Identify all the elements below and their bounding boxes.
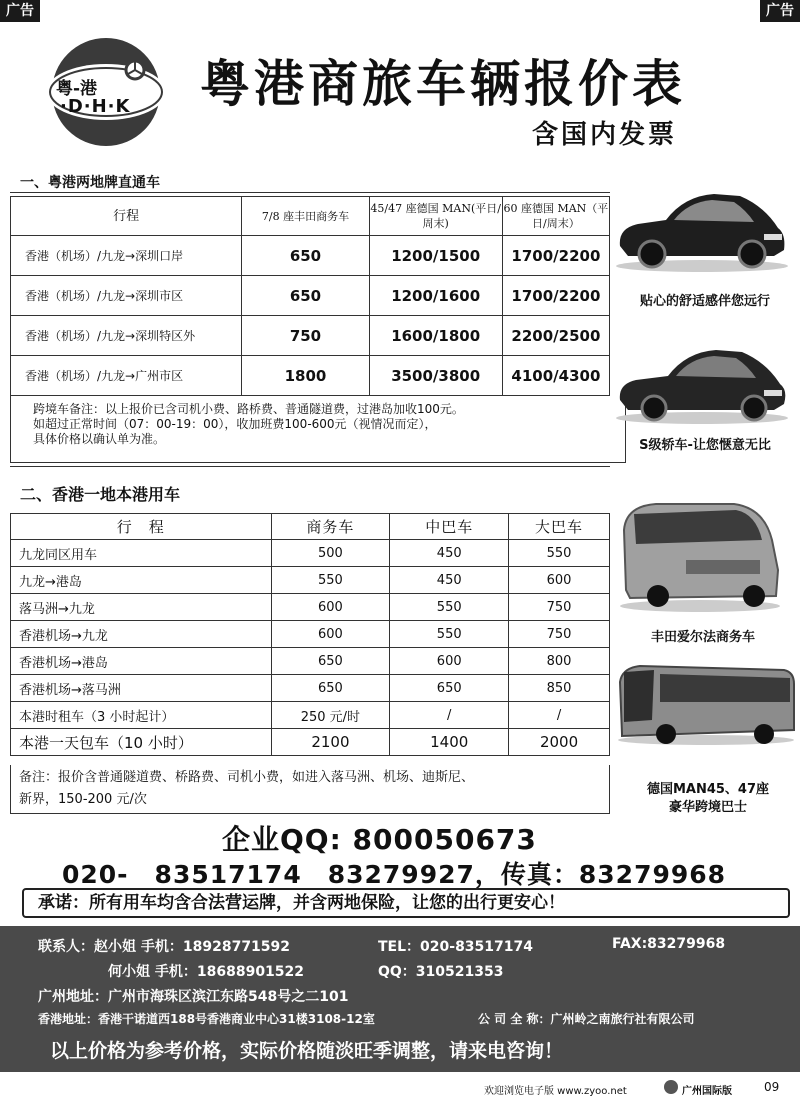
price-cell: 500: [271, 540, 390, 567]
cross-border-note: [10, 396, 626, 463]
route-cell: 香港机场→落马洲: [11, 675, 272, 702]
edition-icon: [664, 1080, 678, 1094]
price-disclaimer: 以上价格为参考价格，实际价格随淡旺季调整，请来电咨询！: [50, 1040, 564, 1062]
page-title: 粤港商旅车辆报价表: [200, 55, 686, 113]
price-cell: 750: [509, 594, 610, 621]
price-cell: 650: [390, 675, 509, 702]
promise-banner: 承诺：所有用车均含合法营运牌，并含两地保险，让您的出行更安心！: [22, 888, 790, 918]
price-cell: 550: [271, 567, 390, 594]
logo-top-text: 粤-港: [56, 79, 98, 99]
note-line: 具体价格以确认单为准。: [33, 432, 166, 446]
price-cell: 450: [390, 567, 509, 594]
table-row: [11, 648, 610, 675]
price-cell: 650: [271, 675, 390, 702]
price-cell: 1200/1600: [369, 276, 502, 316]
route-cell: 本港时租车（3 小时起计）: [11, 702, 272, 729]
header-business: 商务车: [271, 514, 390, 540]
table-row: [11, 729, 610, 756]
price-cell: 650: [271, 648, 390, 675]
table-row: [11, 236, 610, 276]
price-cell: 2100: [271, 729, 390, 756]
cross-border-price-table: [10, 196, 610, 396]
table-header-row: [11, 197, 610, 236]
phone-fax-line: 020- 83517174 83279927，传真：83279968: [62, 860, 727, 889]
guangzhou-address: 广州地址：广州市海珠区滨江东路548号之二101: [38, 989, 349, 1005]
price-cell: 850: [509, 675, 610, 702]
route-cell: 落马洲→九龙: [11, 594, 272, 621]
route-cell: 香港（机场）/九龙→深圳口岸: [11, 236, 242, 276]
company-logo: [44, 36, 168, 148]
section1-title: 一、粤港两地牌直通车: [20, 175, 160, 191]
price-cell: 1600/1800: [369, 316, 502, 356]
s-class-caption: S级轿车-让您惬意无比: [639, 438, 771, 453]
table-header-row: [11, 514, 610, 540]
s-class-car-image: [614, 336, 790, 426]
toyota-alphard-image: [616, 500, 782, 614]
page-number: 09: [764, 1080, 780, 1094]
price-cell: 3500/3800: [369, 356, 502, 396]
table-row: [11, 316, 610, 356]
section-divider: [10, 466, 610, 467]
bus-caption-line2: 豪华跨境巴士: [668, 800, 747, 815]
table-row: [11, 540, 610, 567]
table-row: [11, 567, 610, 594]
price-cell: 600: [271, 594, 390, 621]
route-cell: 香港（机场）/九龙→深圳特区外: [11, 316, 242, 356]
note-line: 如超过正常时间（07：00-19：00），收加班费100-600元（视情况而定），: [33, 417, 437, 431]
edition-label: 广州国际版: [682, 1086, 732, 1097]
price-cell: 750: [242, 316, 369, 356]
price-cell: 1400: [390, 729, 509, 756]
ad-tag-right: 广告: [760, 0, 800, 22]
sedan-caption: 贴心的舒适感伴您远行: [639, 294, 770, 309]
van-caption: 丰田爱尔法商务车: [650, 630, 755, 645]
price-cell: 650: [242, 276, 369, 316]
price-cell: 600: [390, 648, 509, 675]
header-man-60: 60 座德国 MAN（平日/周末）: [502, 197, 609, 236]
table-row: [11, 621, 610, 648]
price-cell: 250 元/时: [271, 702, 390, 729]
price-cell: 2200/2500: [502, 316, 609, 356]
company-qq: 企业QQ: 800050673: [222, 823, 537, 856]
table-row: [11, 356, 610, 396]
header-toyota: 7/8 座丰田商务车: [242, 197, 369, 236]
price-cell: 650: [242, 236, 369, 276]
price-cell: 550: [509, 540, 610, 567]
route-cell: 本港一天包车（10 小时）: [11, 729, 272, 756]
company-name: 公 司 全 称：广州岭之南旅行社有限公司: [478, 1012, 695, 1026]
route-cell: 香港（机场）/九龙→深圳市区: [11, 276, 242, 316]
route-cell: 九龙同区用车: [11, 540, 272, 567]
price-cell: 1200/1500: [369, 236, 502, 276]
price-cell: 1800: [242, 356, 369, 396]
price-cell: /: [509, 702, 610, 729]
fax: FAX:83279968: [612, 936, 726, 952]
qq-secondary: QQ：310521353: [378, 964, 504, 980]
footer-panel: [0, 926, 800, 1072]
ad-tag-left: 广告: [0, 0, 40, 22]
price-cell: /: [390, 702, 509, 729]
tel: TEL：020-83517174: [378, 939, 533, 955]
header-minibus: 中巴车: [390, 514, 509, 540]
price-cell: 550: [390, 621, 509, 648]
header-man-45: 45/47 座德国 MAN(平日/周末): [369, 197, 502, 236]
header-bus: 大巴车: [509, 514, 610, 540]
price-cell: 1700/2200: [502, 276, 609, 316]
hk-local-note: [10, 765, 610, 814]
price-cell: 600: [509, 567, 610, 594]
route-cell: 香港机场→港岛: [11, 648, 272, 675]
header-route: 行程: [11, 197, 242, 236]
note-line: 跨境车备注：以上报价已含司机小费、路桥费、普通隧道费，过港岛加收100元。: [33, 402, 464, 416]
price-cell: 750: [509, 621, 610, 648]
price-cell: 450: [390, 540, 509, 567]
price-cell: 550: [390, 594, 509, 621]
note-line: 新界，150-200 元/次: [19, 792, 147, 807]
page-subtitle: 含国内发票: [532, 120, 678, 150]
bottom-site-text: 欢迎浏览电子版 www.zyoo.net: [484, 1086, 627, 1097]
route-cell: 九龙→港岛: [11, 567, 272, 594]
contact-zhao: 联系人：赵小姐 手机：18928771592: [38, 939, 291, 955]
sedan-car-image: [614, 176, 790, 274]
price-cell: 2000: [509, 729, 610, 756]
man-bus-image: [614, 660, 796, 746]
price-cell: 600: [271, 621, 390, 648]
note-line: 备注：报价含普通隧道费、桥路费、司机小费，如进入落马洲、机场、迪斯尼、: [19, 770, 475, 785]
section1-divider: [10, 192, 610, 193]
contact-he: 何小姐 手机：18688901522: [108, 964, 305, 980]
route-cell: 香港机场→九龙: [11, 621, 272, 648]
header-route: 行 程: [11, 514, 272, 540]
section2-title: 二、香港一地本港用车: [20, 485, 181, 504]
logo-bottom-text: ·D·H·K: [60, 96, 131, 117]
price-cell: 1700/2200: [502, 236, 609, 276]
table-row: [11, 594, 610, 621]
table-row: [11, 675, 610, 702]
price-cell: 800: [509, 648, 610, 675]
hongkong-address: 香港地址：香港干诺道西188号香港商业中心31楼3108-12室: [38, 1012, 375, 1026]
bus-caption-line1: 德国MAN45、47座: [646, 782, 770, 797]
route-cell: 香港（机场）/九龙→广州市区: [11, 356, 242, 396]
hk-local-price-table: [10, 513, 610, 756]
table-row: [11, 702, 610, 729]
table-row: [11, 276, 610, 316]
price-cell: 4100/4300: [502, 356, 609, 396]
